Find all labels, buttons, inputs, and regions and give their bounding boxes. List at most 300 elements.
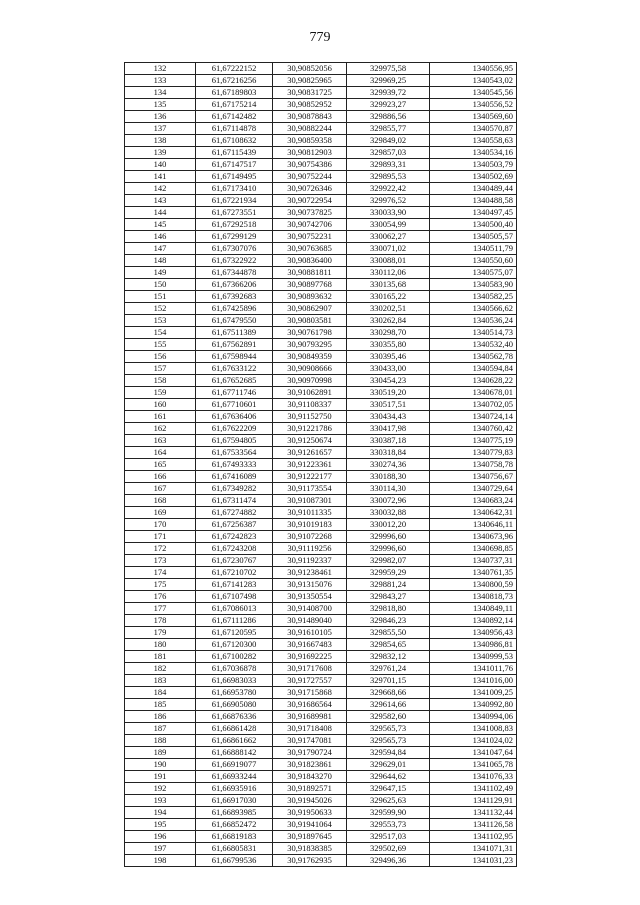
x-coordinate-cell: 329975,58: [347, 63, 430, 75]
x-coordinate-cell: 330202,51: [347, 303, 430, 315]
latitude-cell: 61,67115439: [196, 147, 273, 159]
x-coordinate-cell: 330519,20: [347, 387, 430, 399]
longitude-cell: 30,91350554: [273, 591, 347, 603]
x-coordinate-cell: 330188,30: [347, 471, 430, 483]
point-number-cell: 196: [125, 831, 196, 843]
table-row: [125, 807, 517, 819]
point-number-cell: 137: [125, 123, 196, 135]
latitude-cell: 61,67243208: [196, 543, 273, 555]
table-row: [125, 291, 517, 303]
y-coordinate-cell: 1340758,78: [430, 459, 517, 471]
x-coordinate-cell: 329923,27: [347, 99, 430, 111]
longitude-cell: 30,91119256: [273, 543, 347, 555]
longitude-cell: 30,90897768: [273, 279, 347, 291]
longitude-cell: 30,91689981: [273, 711, 347, 723]
y-coordinate-cell: 1341129,91: [430, 795, 517, 807]
table-row: [125, 171, 517, 183]
latitude-cell: 61,66888142: [196, 747, 273, 759]
x-coordinate-cell: 329565,73: [347, 735, 430, 747]
latitude-cell: 61,67344878: [196, 267, 273, 279]
table-row: [125, 783, 517, 795]
x-coordinate-cell: 329832,12: [347, 651, 430, 663]
y-coordinate-cell: 1340702,05: [430, 399, 517, 411]
latitude-cell: 61,67622209: [196, 423, 273, 435]
x-coordinate-cell: 329668,66: [347, 687, 430, 699]
longitude-cell: 30,90836400: [273, 255, 347, 267]
y-coordinate-cell: 1341011,76: [430, 663, 517, 675]
longitude-cell: 30,90761798: [273, 327, 347, 339]
latitude-cell: 61,67711746: [196, 387, 273, 399]
point-number-cell: 185: [125, 699, 196, 711]
y-coordinate-cell: 1340698,85: [430, 543, 517, 555]
x-coordinate-cell: 329553,73: [347, 819, 430, 831]
latitude-cell: 61,67416089: [196, 471, 273, 483]
latitude-cell: 61,66983033: [196, 675, 273, 687]
latitude-cell: 61,67594805: [196, 435, 273, 447]
y-coordinate-cell: 1341126,58: [430, 819, 517, 831]
x-coordinate-cell: 330395,46: [347, 351, 430, 363]
x-coordinate-cell: 329565,73: [347, 723, 430, 735]
x-coordinate-cell: 329849,02: [347, 135, 430, 147]
latitude-cell: 61,67036878: [196, 663, 273, 675]
longitude-cell: 30,91692225: [273, 651, 347, 663]
longitude-cell: 30,91843270: [273, 771, 347, 783]
point-number-cell: 179: [125, 627, 196, 639]
latitude-cell: 61,67598944: [196, 351, 273, 363]
table-row: [125, 111, 517, 123]
table-row: [125, 759, 517, 771]
longitude-cell: 30,91686564: [273, 699, 347, 711]
x-coordinate-cell: 329599,90: [347, 807, 430, 819]
latitude-cell: 61,66852472: [196, 819, 273, 831]
table-row: [125, 327, 517, 339]
x-coordinate-cell: 329855,50: [347, 627, 430, 639]
table-row: [125, 843, 517, 855]
longitude-cell: 30,91062891: [273, 387, 347, 399]
latitude-cell: 61,67366206: [196, 279, 273, 291]
longitude-cell: 30,91221786: [273, 423, 347, 435]
latitude-cell: 61,67274882: [196, 507, 273, 519]
y-coordinate-cell: 1340678,01: [430, 387, 517, 399]
point-number-cell: 164: [125, 447, 196, 459]
point-number-cell: 145: [125, 219, 196, 231]
x-coordinate-cell: 330262,84: [347, 315, 430, 327]
table-row: [125, 603, 517, 615]
point-number-cell: 190: [125, 759, 196, 771]
latitude-cell: 61,67710601: [196, 399, 273, 411]
x-coordinate-cell: 329843,27: [347, 591, 430, 603]
longitude-cell: 30,91715868: [273, 687, 347, 699]
table-row: [125, 819, 517, 831]
x-coordinate-cell: 330165,22: [347, 291, 430, 303]
point-number-cell: 132: [125, 63, 196, 75]
y-coordinate-cell: 1340505,57: [430, 231, 517, 243]
point-number-cell: 174: [125, 567, 196, 579]
latitude-cell: 61,67210702: [196, 567, 273, 579]
table-row: [125, 627, 517, 639]
point-number-cell: 172: [125, 543, 196, 555]
x-coordinate-cell: 329895,53: [347, 171, 430, 183]
x-coordinate-cell: 330072,96: [347, 495, 430, 507]
point-number-cell: 155: [125, 339, 196, 351]
y-coordinate-cell: 1340545,56: [430, 87, 517, 99]
table-row: [125, 555, 517, 567]
table-row: [125, 279, 517, 291]
x-coordinate-cell: 329644,62: [347, 771, 430, 783]
point-number-cell: 151: [125, 291, 196, 303]
y-coordinate-cell: 1340543,02: [430, 75, 517, 87]
point-number-cell: 134: [125, 87, 196, 99]
point-number-cell: 184: [125, 687, 196, 699]
y-coordinate-cell: 1340583,90: [430, 279, 517, 291]
longitude-cell: 30,91152750: [273, 411, 347, 423]
table-row: [125, 483, 517, 495]
table-row: [125, 615, 517, 627]
y-coordinate-cell: 1340562,78: [430, 351, 517, 363]
latitude-cell: 61,67142482: [196, 111, 273, 123]
y-coordinate-cell: 1341009,25: [430, 687, 517, 699]
y-coordinate-cell: 1341008,83: [430, 723, 517, 735]
table-row: [125, 87, 517, 99]
x-coordinate-cell: 329855,77: [347, 123, 430, 135]
y-coordinate-cell: 1340775,19: [430, 435, 517, 447]
coordinates-table: [124, 62, 517, 867]
point-number-cell: 187: [125, 723, 196, 735]
y-coordinate-cell: 1340594,84: [430, 363, 517, 375]
point-number-cell: 181: [125, 651, 196, 663]
table-row: [125, 711, 517, 723]
latitude-cell: 61,67349282: [196, 483, 273, 495]
longitude-cell: 30,90852952: [273, 99, 347, 111]
latitude-cell: 61,67562891: [196, 339, 273, 351]
y-coordinate-cell: 1340532,40: [430, 339, 517, 351]
y-coordinate-cell: 1340489,44: [430, 183, 517, 195]
y-coordinate-cell: 1340849,11: [430, 603, 517, 615]
table-row: [125, 219, 517, 231]
y-coordinate-cell: 1340956,43: [430, 627, 517, 639]
longitude-cell: 30,91823861: [273, 759, 347, 771]
longitude-cell: 30,90726346: [273, 183, 347, 195]
latitude-cell: 61,67273551: [196, 207, 273, 219]
point-number-cell: 156: [125, 351, 196, 363]
point-number-cell: 161: [125, 411, 196, 423]
longitude-cell: 30,91489040: [273, 615, 347, 627]
table-row: [125, 303, 517, 315]
point-number-cell: 180: [125, 639, 196, 651]
x-coordinate-cell: 329517,03: [347, 831, 430, 843]
point-number-cell: 167: [125, 483, 196, 495]
table-row: [125, 435, 517, 447]
x-coordinate-cell: 329969,25: [347, 75, 430, 87]
longitude-cell: 30,90881811: [273, 267, 347, 279]
x-coordinate-cell: 329846,23: [347, 615, 430, 627]
point-number-cell: 158: [125, 375, 196, 387]
point-number-cell: 197: [125, 843, 196, 855]
y-coordinate-cell: 1340724,14: [430, 411, 517, 423]
longitude-cell: 30,91727557: [273, 675, 347, 687]
latitude-cell: 61,67221934: [196, 195, 273, 207]
x-coordinate-cell: 329982,07: [347, 555, 430, 567]
y-coordinate-cell: 1340628,22: [430, 375, 517, 387]
latitude-cell: 61,67100282: [196, 651, 273, 663]
latitude-cell: 61,67107498: [196, 591, 273, 603]
table-row: [125, 159, 517, 171]
table-row: [125, 351, 517, 363]
latitude-cell: 61,67147517: [196, 159, 273, 171]
table-row: [125, 519, 517, 531]
point-number-cell: 138: [125, 135, 196, 147]
latitude-cell: 61,67120595: [196, 627, 273, 639]
point-number-cell: 160: [125, 399, 196, 411]
y-coordinate-cell: 1340503,79: [430, 159, 517, 171]
longitude-cell: 30,90859358: [273, 135, 347, 147]
point-number-cell: 170: [125, 519, 196, 531]
latitude-cell: 61,67633122: [196, 363, 273, 375]
point-number-cell: 188: [125, 735, 196, 747]
latitude-cell: 61,66933244: [196, 771, 273, 783]
table-row: [125, 315, 517, 327]
y-coordinate-cell: 1341071,31: [430, 843, 517, 855]
point-number-cell: 175: [125, 579, 196, 591]
y-coordinate-cell: 1340570,87: [430, 123, 517, 135]
latitude-cell: 61,67292518: [196, 219, 273, 231]
table-row: [125, 771, 517, 783]
x-coordinate-cell: 330274,36: [347, 459, 430, 471]
table-row: [125, 267, 517, 279]
point-number-cell: 136: [125, 111, 196, 123]
table-row: [125, 795, 517, 807]
x-coordinate-cell: 330355,80: [347, 339, 430, 351]
x-coordinate-cell: 330387,18: [347, 435, 430, 447]
table-row: [125, 207, 517, 219]
longitude-cell: 30,91950633: [273, 807, 347, 819]
table-row: [125, 459, 517, 471]
point-number-cell: 169: [125, 507, 196, 519]
longitude-cell: 30,90878843: [273, 111, 347, 123]
latitude-cell: 61,67307076: [196, 243, 273, 255]
y-coordinate-cell: 1340892,14: [430, 615, 517, 627]
point-number-cell: 183: [125, 675, 196, 687]
point-number-cell: 152: [125, 303, 196, 315]
page-number: 779: [309, 30, 331, 45]
latitude-cell: 61,67636406: [196, 411, 273, 423]
table-row: [125, 591, 517, 603]
y-coordinate-cell: 1341016,00: [430, 675, 517, 687]
longitude-cell: 30,91667483: [273, 639, 347, 651]
point-number-cell: 166: [125, 471, 196, 483]
table-row: [125, 651, 517, 663]
x-coordinate-cell: 330318,84: [347, 447, 430, 459]
longitude-cell: 30,90752244: [273, 171, 347, 183]
point-number-cell: 171: [125, 531, 196, 543]
longitude-cell: 30,91108337: [273, 399, 347, 411]
longitude-cell: 30,90754386: [273, 159, 347, 171]
table-row: [125, 675, 517, 687]
table-row: [125, 567, 517, 579]
point-number-cell: 163: [125, 435, 196, 447]
x-coordinate-cell: 329996,60: [347, 531, 430, 543]
y-coordinate-cell: 1340761,35: [430, 567, 517, 579]
table-row: [125, 663, 517, 675]
x-coordinate-cell: 330032,88: [347, 507, 430, 519]
longitude-cell: 30,91223361: [273, 459, 347, 471]
y-coordinate-cell: 1341132,44: [430, 807, 517, 819]
longitude-cell: 30,91261657: [273, 447, 347, 459]
point-number-cell: 194: [125, 807, 196, 819]
longitude-cell: 30,91173554: [273, 483, 347, 495]
point-number-cell: 193: [125, 795, 196, 807]
x-coordinate-cell: 329893,31: [347, 159, 430, 171]
latitude-cell: 61,67479550: [196, 315, 273, 327]
x-coordinate-cell: 329614,66: [347, 699, 430, 711]
point-number-cell: 192: [125, 783, 196, 795]
table-row: [125, 195, 517, 207]
longitude-cell: 30,90812903: [273, 147, 347, 159]
y-coordinate-cell: 1340756,67: [430, 471, 517, 483]
longitude-cell: 30,90752231: [273, 231, 347, 243]
x-coordinate-cell: 329594,84: [347, 747, 430, 759]
latitude-cell: 61,67216256: [196, 75, 273, 87]
table-row: [125, 339, 517, 351]
y-coordinate-cell: 1340488,58: [430, 195, 517, 207]
longitude-cell: 30,90742706: [273, 219, 347, 231]
x-coordinate-cell: 329496,36: [347, 855, 430, 867]
x-coordinate-cell: 330114,30: [347, 483, 430, 495]
point-number-cell: 148: [125, 255, 196, 267]
longitude-cell: 30,91747081: [273, 735, 347, 747]
point-number-cell: 143: [125, 195, 196, 207]
longitude-cell: 30,91315076: [273, 579, 347, 591]
longitude-cell: 30,91238461: [273, 567, 347, 579]
longitude-cell: 30,91250674: [273, 435, 347, 447]
y-coordinate-cell: 1340642,31: [430, 507, 517, 519]
table-row: [125, 855, 517, 867]
latitude-cell: 61,66893985: [196, 807, 273, 819]
latitude-cell: 61,66917030: [196, 795, 273, 807]
y-coordinate-cell: 1340582,25: [430, 291, 517, 303]
y-coordinate-cell: 1340999,53: [430, 651, 517, 663]
longitude-cell: 30,91610105: [273, 627, 347, 639]
longitude-cell: 30,91892571: [273, 783, 347, 795]
point-number-cell: 150: [125, 279, 196, 291]
latitude-cell: 61,66861662: [196, 735, 273, 747]
point-number-cell: 189: [125, 747, 196, 759]
point-number-cell: 168: [125, 495, 196, 507]
y-coordinate-cell: 1340558,63: [430, 135, 517, 147]
x-coordinate-cell: 329996,60: [347, 543, 430, 555]
y-coordinate-cell: 1340779,83: [430, 447, 517, 459]
point-number-cell: 191: [125, 771, 196, 783]
x-coordinate-cell: 329922,42: [347, 183, 430, 195]
latitude-cell: 61,67299129: [196, 231, 273, 243]
y-coordinate-cell: 1340992,80: [430, 699, 517, 711]
latitude-cell: 61,67256387: [196, 519, 273, 531]
table-row: [125, 243, 517, 255]
longitude-cell: 30,91718408: [273, 723, 347, 735]
point-number-cell: 133: [125, 75, 196, 87]
point-number-cell: 149: [125, 267, 196, 279]
table-row: [125, 123, 517, 135]
latitude-cell: 61,66935916: [196, 783, 273, 795]
y-coordinate-cell: 1340994,06: [430, 711, 517, 723]
point-number-cell: 182: [125, 663, 196, 675]
longitude-cell: 30,91019183: [273, 519, 347, 531]
latitude-cell: 61,67189803: [196, 87, 273, 99]
latitude-cell: 61,67493333: [196, 459, 273, 471]
x-coordinate-cell: 329761,24: [347, 663, 430, 675]
y-coordinate-cell: 1340575,07: [430, 267, 517, 279]
longitude-cell: 30,90737825: [273, 207, 347, 219]
y-coordinate-cell: 1340536,24: [430, 315, 517, 327]
longitude-cell: 30,90882244: [273, 123, 347, 135]
latitude-cell: 61,67114878: [196, 123, 273, 135]
y-coordinate-cell: 1341031,23: [430, 855, 517, 867]
point-number-cell: 177: [125, 603, 196, 615]
y-coordinate-cell: 1340800,59: [430, 579, 517, 591]
table-row: [125, 99, 517, 111]
y-coordinate-cell: 1340500,40: [430, 219, 517, 231]
y-coordinate-cell: 1340646,11: [430, 519, 517, 531]
latitude-cell: 61,67141283: [196, 579, 273, 591]
latitude-cell: 61,66919077: [196, 759, 273, 771]
y-coordinate-cell: 1340729,64: [430, 483, 517, 495]
table-row: [125, 147, 517, 159]
y-coordinate-cell: 1340566,62: [430, 303, 517, 315]
latitude-cell: 61,67173410: [196, 183, 273, 195]
latitude-cell: 61,67175214: [196, 99, 273, 111]
longitude-cell: 30,90908666: [273, 363, 347, 375]
y-coordinate-cell: 1340514,73: [430, 327, 517, 339]
table-row: [125, 411, 517, 423]
x-coordinate-cell: 329881,24: [347, 579, 430, 591]
point-number-cell: 157: [125, 363, 196, 375]
table-row: [125, 531, 517, 543]
latitude-cell: 61,67230767: [196, 555, 273, 567]
table-row: [125, 507, 517, 519]
latitude-cell: 61,67322922: [196, 255, 273, 267]
longitude-cell: 30,91790724: [273, 747, 347, 759]
x-coordinate-cell: 329629,01: [347, 759, 430, 771]
latitude-cell: 61,66876336: [196, 711, 273, 723]
latitude-cell: 61,67120300: [196, 639, 273, 651]
point-number-cell: 165: [125, 459, 196, 471]
longitude-cell: 30,91087301: [273, 495, 347, 507]
point-number-cell: 144: [125, 207, 196, 219]
longitude-cell: 30,90849359: [273, 351, 347, 363]
table-row: [125, 363, 517, 375]
y-coordinate-cell: 1341102,49: [430, 783, 517, 795]
x-coordinate-cell: 329857,03: [347, 147, 430, 159]
latitude-cell: 61,66819183: [196, 831, 273, 843]
x-coordinate-cell: 330112,06: [347, 267, 430, 279]
latitude-cell: 61,67149495: [196, 171, 273, 183]
y-coordinate-cell: 1340737,31: [430, 555, 517, 567]
point-number-cell: 162: [125, 423, 196, 435]
table-row: [125, 75, 517, 87]
point-number-cell: 186: [125, 711, 196, 723]
y-coordinate-cell: 1340511,79: [430, 243, 517, 255]
longitude-cell: 30,90825965: [273, 75, 347, 87]
table-row: [125, 183, 517, 195]
y-coordinate-cell: 1340556,95: [430, 63, 517, 75]
latitude-cell: 61,67108632: [196, 135, 273, 147]
longitude-cell: 30,91222177: [273, 471, 347, 483]
table-row: [125, 63, 517, 75]
point-number-cell: 139: [125, 147, 196, 159]
y-coordinate-cell: 1340760,42: [430, 423, 517, 435]
longitude-cell: 30,90852056: [273, 63, 347, 75]
x-coordinate-cell: 330088,01: [347, 255, 430, 267]
